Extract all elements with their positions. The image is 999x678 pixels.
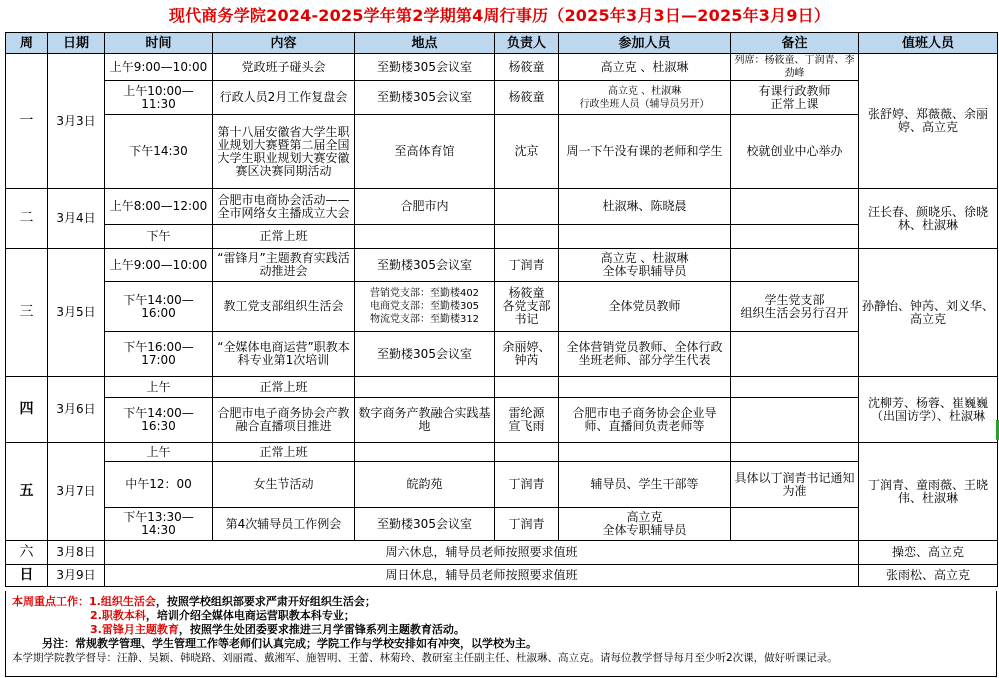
attendees-cell: 高立克 、杜淑琳	[559, 54, 731, 81]
attendees-cell	[559, 443, 731, 462]
lead-cell: 丁润青	[495, 249, 559, 282]
attendees-cell: 全体党员教师	[559, 282, 731, 332]
content-cell: 第十八届安徽省大学生职业规划大赛暨第二届全国大学生职业规划大赛安徽赛区决赛同期活动	[213, 115, 355, 189]
attendees-cell: 高立克 、杜淑琳 行政坐班人员（辅导员另开）	[559, 81, 731, 115]
place-cell	[355, 443, 495, 462]
date-cell: 3月3日	[48, 54, 105, 189]
table-row	[6, 565, 998, 587]
lead-cell: 余丽婷、钟芮	[495, 332, 559, 377]
attendees-cell: 高立克 、杜淑琳 全体专职辅导员	[559, 249, 731, 282]
header-content: 内容	[213, 33, 355, 54]
date-cell: 3月8日	[48, 541, 105, 565]
time-cell: 下午13:30—14:30	[105, 508, 213, 541]
note-cell	[731, 398, 859, 443]
lead-cell	[495, 377, 559, 398]
schedule-table	[5, 32, 998, 587]
focus-line-1	[12, 595, 990, 609]
note-cell: 具体以丁润青书记通知为准	[731, 462, 859, 508]
place-cell: 至勤楼305会议室	[355, 332, 495, 377]
attendees-cell: 周一下午没有课的老师和学生	[559, 115, 731, 189]
attendees-cell: 全体营销党员教师、全体行政坐班老师、部分学生代表	[559, 332, 731, 377]
note-cell	[731, 443, 859, 462]
note-cell	[731, 249, 859, 282]
note-cell	[731, 508, 859, 541]
weekday-cell: 一	[6, 54, 48, 189]
weekday-cell: 四	[6, 377, 48, 443]
time-cell: 下午14:00—16:00	[105, 282, 213, 332]
header-time: 时间	[105, 33, 213, 54]
table-row	[6, 541, 998, 565]
also-label: 另注：	[42, 637, 75, 650]
place-cell: 至勤楼305会议室	[355, 249, 495, 282]
focus-line-3	[12, 623, 990, 637]
page-title: 现代商务学院2024-2025学年第2学期第4周行事历（2025年3月3日—2025年3月9日）	[168, 6, 831, 25]
content-cell: 正常上班	[213, 377, 355, 398]
duty-cell: 丁润青、童雨薇、王晓伟、杜淑琳	[859, 443, 998, 541]
focus-key-1: 1.组织生活会	[89, 595, 156, 608]
duty-cell: 汪长春、颜晓乐、徐晓林、杜淑琳	[859, 189, 998, 249]
header-place: 地点	[355, 33, 495, 54]
content-cell: 合肥市电商协会活动——全市网络女主播成立大会	[213, 189, 355, 225]
focus-text-3: ，按照学生处团委要求推进三月学雷锋系列主题教育活动。	[178, 623, 465, 636]
time-cell: 上午	[105, 443, 213, 462]
note-cell	[731, 332, 859, 377]
note-cell: 有课行政教师 正常上课	[731, 81, 859, 115]
time-cell: 下午16:00—17:00	[105, 332, 213, 377]
duty-cell: 张舒婷、郑薇薇、余丽婷、高立克	[859, 54, 998, 189]
note-cell: 校就创业中心举办	[731, 115, 859, 189]
table-row	[6, 443, 998, 462]
focus-key-3: 3.雷锋月主题教育	[90, 623, 179, 636]
content-cell: 教工党支部组织生活会	[213, 282, 355, 332]
merged-rest-cell: 周日休息，辅导员老师按照要求值班	[105, 565, 859, 587]
time-cell: 下午	[105, 225, 213, 249]
table-row	[6, 282, 998, 332]
table-row	[6, 54, 998, 81]
time-cell: 上午9:00—10:00	[105, 249, 213, 282]
attendees-cell: 高立克 全体专职辅导员	[559, 508, 731, 541]
lead-cell	[495, 225, 559, 249]
content-cell: 正常上班	[213, 443, 355, 462]
focus-label: 本周重点工作：	[12, 595, 89, 608]
time-cell: 上午	[105, 377, 213, 398]
table-row	[6, 81, 998, 115]
content-cell: “全媒体电商运营”职教本科专业第1次培训	[213, 332, 355, 377]
time-cell: 上午9:00—10:00	[105, 54, 213, 81]
place-cell: 至勤楼305会议室	[355, 81, 495, 115]
note-cell	[731, 189, 859, 225]
date-cell: 3月5日	[48, 249, 105, 377]
note-cell: 学生党支部 组织生活会另行召开	[731, 282, 859, 332]
table-row	[6, 508, 998, 541]
attendees-cell	[559, 225, 731, 249]
place-cell	[355, 225, 495, 249]
weekday-cell: 二	[6, 189, 48, 249]
place-cell: 至勤楼305会议室	[355, 54, 495, 81]
duty-cell: 操恋、高立克	[859, 541, 998, 565]
table-row	[6, 189, 998, 225]
place-cell	[355, 377, 495, 398]
place-cell: 皖韵苑	[355, 462, 495, 508]
header-note: 备注	[731, 33, 859, 54]
content-cell: 行政人员2月工作复盘会	[213, 81, 355, 115]
time-cell: 下午14:00—16:30	[105, 398, 213, 443]
header-attendees: 参加人员	[559, 33, 731, 54]
table-header-row	[6, 33, 998, 54]
header-duty: 值班人员	[859, 33, 998, 54]
footer-notes	[5, 591, 997, 677]
note-cell	[731, 377, 859, 398]
duty-cell: 沈柳芳、杨蓉、崔巍巍（出国访学）、杜淑琳	[859, 377, 998, 443]
header-lead: 负责人	[495, 33, 559, 54]
supervisors-line: 本学期学院教学督导：汪静、吴颖、韩晓路、刘丽霞、戴湘军、施智明、王蕾、林菊玲、教研室主任副主任、杜淑琳、高立克。请每位教学督导每月至少听2次课，做好听课记录。	[12, 652, 838, 664]
place-cell: 至高体育馆	[355, 115, 495, 189]
table-row	[6, 225, 998, 249]
attendees-cell: 辅导员、学生干部等	[559, 462, 731, 508]
time-cell: 下午14:30	[105, 115, 213, 189]
content-cell: 党政班子碰头会	[213, 54, 355, 81]
place-cell: 营销党支部：至勤楼402 电商党支部：至勤楼305 物流党支部：至勤楼312	[355, 282, 495, 332]
lead-cell: 丁润青	[495, 462, 559, 508]
table-row	[6, 115, 998, 189]
lead-cell: 沈京	[495, 115, 559, 189]
note-cell	[731, 225, 859, 249]
lead-cell: 杨筱童	[495, 81, 559, 115]
attendees-cell: 合肥市电子商务协会企业导师、直播间负责老师等	[559, 398, 731, 443]
weekday-cell: 六	[6, 541, 48, 565]
attendees-cell: 杜淑琳、陈晓晨	[559, 189, 731, 225]
date-cell: 3月6日	[48, 377, 105, 443]
content-cell: 合肥市电子商务协会产教融合直播项目推进	[213, 398, 355, 443]
date-cell: 3月7日	[48, 443, 105, 541]
focus-key-2: 2.职教本科	[90, 609, 146, 622]
date-cell: 3月9日	[48, 565, 105, 587]
place-cell: 数字商务产教融合实践基地	[355, 398, 495, 443]
content-cell: 正常上班	[213, 225, 355, 249]
lead-cell: 杨筱童	[495, 54, 559, 81]
header-date: 日期	[48, 33, 105, 54]
table-row	[6, 398, 998, 443]
header-week: 周	[6, 33, 48, 54]
table-row	[6, 462, 998, 508]
lead-cell	[495, 189, 559, 225]
table-row	[6, 332, 998, 377]
note-cell: 列席：杨筱童、丁润青、李劲峰	[731, 54, 859, 81]
duty-cell: 张雨松、高立克	[859, 565, 998, 587]
weekday-cell: 五	[6, 443, 48, 541]
lead-cell: 杨筱童 各党支部书记	[495, 282, 559, 332]
place-cell: 至勤楼305会议室	[355, 508, 495, 541]
content-cell: “雷锋月”主题教育实践活动推进会	[213, 249, 355, 282]
lead-cell: 丁润青	[495, 508, 559, 541]
focus-text-1: ，按照学校组织部要求严肃开好组织生活会；	[155, 595, 376, 608]
lead-cell	[495, 443, 559, 462]
attendees-cell	[559, 377, 731, 398]
time-cell: 中午12：00	[105, 462, 213, 508]
time-cell: 上午10:00—11:30	[105, 81, 213, 115]
also-line	[12, 637, 990, 651]
also-text: 常规教学管理、学生管理工作等老师们认真完成；学院工作与学校安排如有冲突，以学校为主。	[75, 637, 537, 650]
date-cell: 3月4日	[48, 189, 105, 249]
table-row	[6, 249, 998, 282]
table-row	[6, 377, 998, 398]
merged-rest-cell: 周六休息，辅导员老师按照要求值班	[105, 541, 859, 565]
content-cell: 第4次辅导员工作例会	[213, 508, 355, 541]
lead-cell: 雷纶源 宣飞雨	[495, 398, 559, 443]
time-cell: 上午8:00—12:00	[105, 189, 213, 225]
place-cell: 合肥市内	[355, 189, 495, 225]
focus-text-2: ，培训介绍全媒体电商运营职教本科专业；	[145, 609, 355, 622]
weekday-cell: 日	[6, 565, 48, 587]
focus-line-2	[12, 609, 990, 623]
weekday-cell: 三	[6, 249, 48, 377]
content-cell: 女生节活动	[213, 462, 355, 508]
duty-cell: 孙静怡、钟芮、刘义华、高立克	[859, 249, 998, 377]
